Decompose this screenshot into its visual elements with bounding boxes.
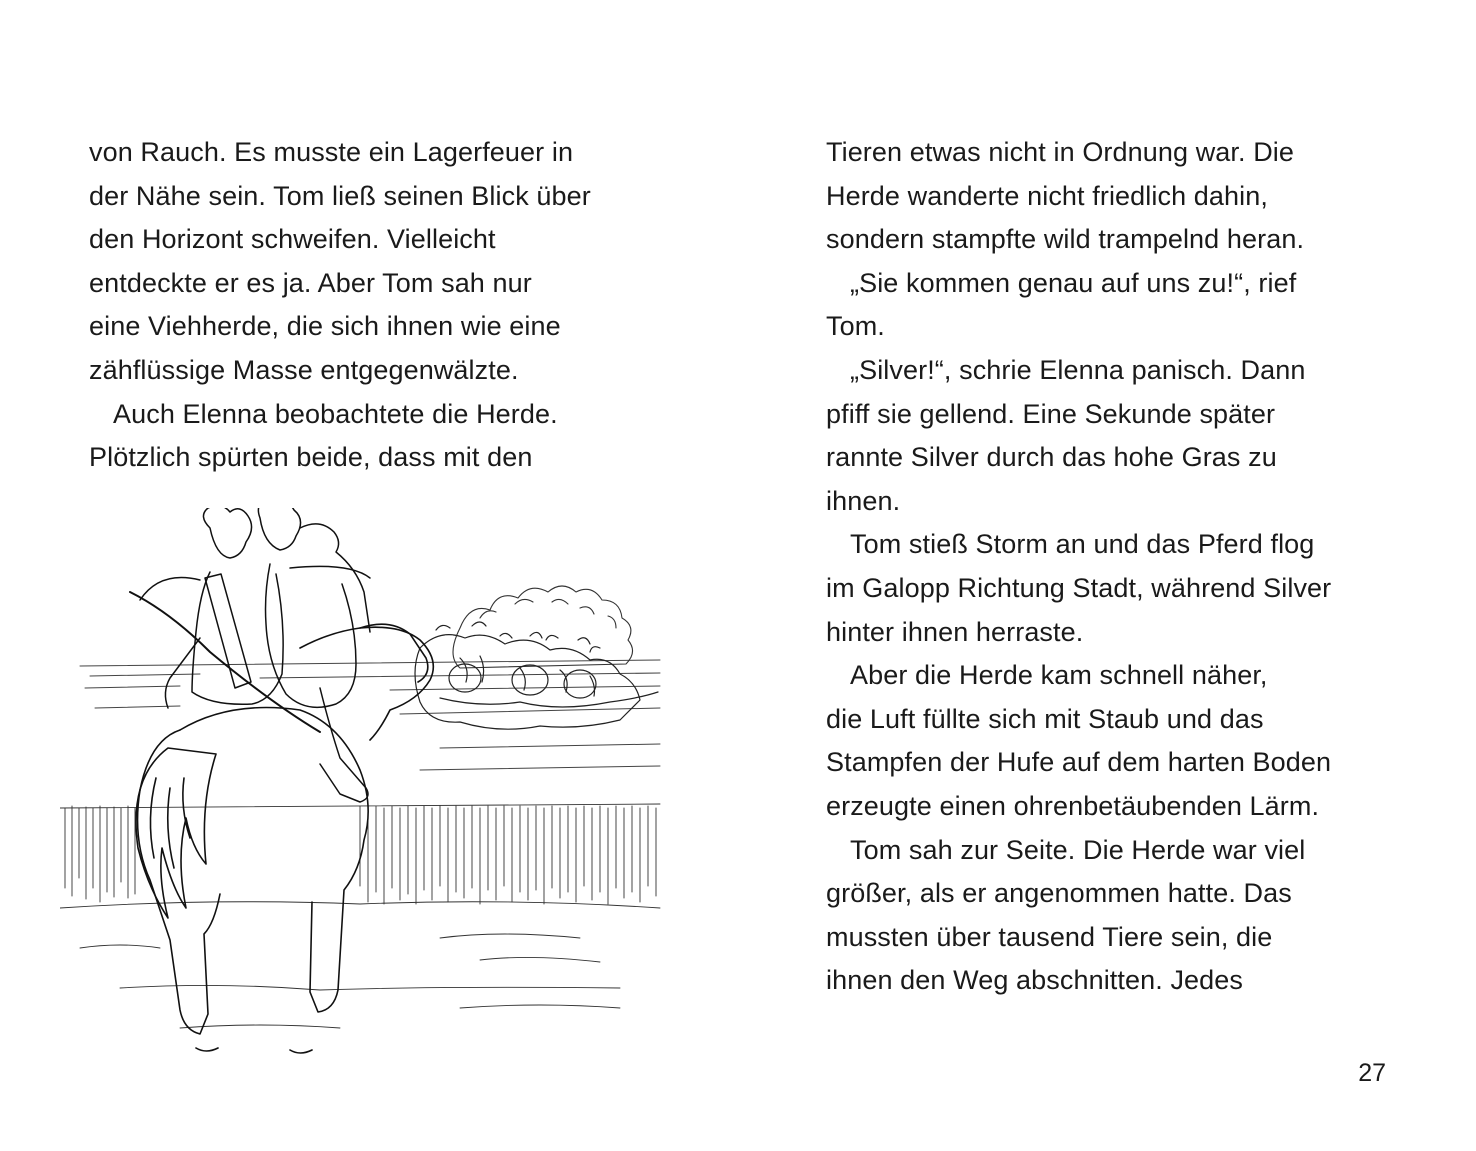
text-line: von Rauch. Es musste ein Lagerfeuer in <box>89 137 574 167</box>
text-line: pfiff sie gellend. Eine Sekunde später <box>826 398 1276 429</box>
text-line: „Sie kommen genau auf uns zu!“, rief <box>850 267 1297 298</box>
right-text-column <box>826 131 1446 1003</box>
text-line: Aber die Herde kam schnell näher, <box>850 660 1268 691</box>
text-line: „Silver!“, schrie Elenna panisch. Dann <box>850 354 1306 385</box>
text-line: Tom. <box>826 311 885 342</box>
horse-riders-herd-illustration <box>60 508 680 1080</box>
text-line: Plötzlich spürten beide, dass mit den <box>89 442 533 473</box>
text-line: den Horizont schweifen. Vielleicht <box>89 224 496 255</box>
text-line: im Galopp Richtung Stadt, während Silver <box>826 572 1332 603</box>
text-line: die Luft füllte sich mit Staub und das <box>826 703 1264 734</box>
text-line: erzeugte einen ohrenbetäubenden Lärm. <box>826 790 1320 821</box>
left-text-column <box>89 131 729 480</box>
text-line: Auch Elenna beobachtete die Herde. <box>113 398 558 429</box>
text-line: Tom stieß Storm an und das Pferd flog <box>850 529 1315 560</box>
text-line: mussten über tausend Tiere sein, die <box>826 921 1273 952</box>
text-line: der Nähe sein. Tom ließ seinen Blick über <box>89 180 591 211</box>
text-line: entdeckte er es ja. Aber Tom sah nur <box>89 267 532 298</box>
page-number: 27 <box>1358 1059 1386 1087</box>
text-line: Tieren etwas nicht in Ordnung war. Die <box>826 137 1295 167</box>
text-line: ihnen. <box>826 485 901 516</box>
text-line: eine Viehherde, die sich ihnen wie eine <box>89 311 561 342</box>
text-line: ihnen den Weg abschnitten. Jedes <box>826 965 1243 996</box>
text-line: sondern stampfte wild trampelnd heran. <box>826 224 1305 255</box>
text-line: Tom sah zur Seite. Die Herde war viel <box>850 834 1306 865</box>
text-line: rannte Silver durch das hohe Gras zu <box>826 442 1277 473</box>
text-line: zähflüssige Masse entgegenwälzte. <box>89 354 519 385</box>
text-line: hinter ihnen herraste. <box>826 616 1084 647</box>
text-line: größer, als er angenommen hatte. Das <box>826 878 1292 909</box>
text-line: Herde wanderte nicht friedlich dahin, <box>826 180 1268 211</box>
text-line: Stampfen der Hufe auf dem harten Boden <box>826 747 1332 778</box>
